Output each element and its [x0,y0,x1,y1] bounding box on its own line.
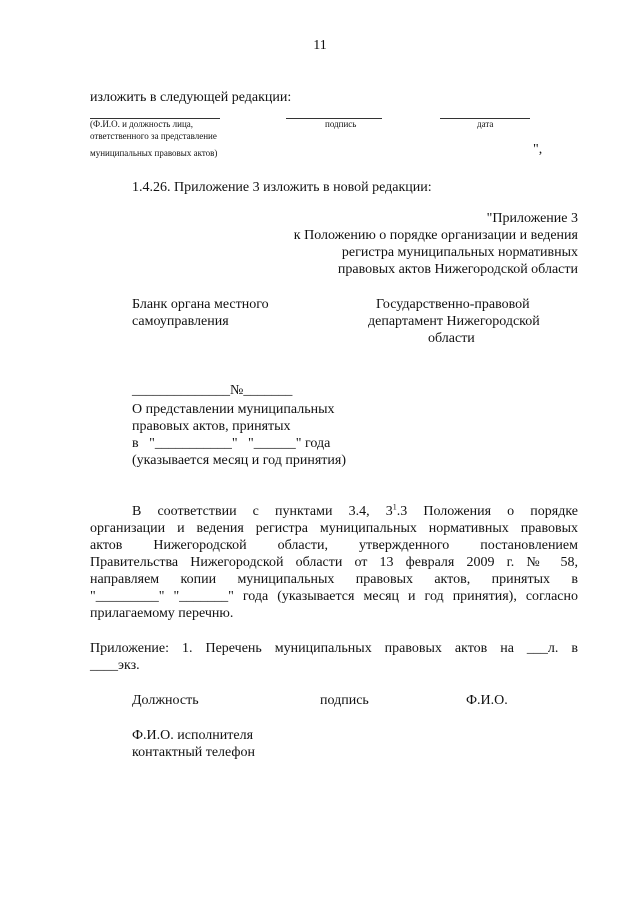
body-line-7: прилагаемому перечню. [90,606,234,621]
sig-name-label-3: муниципальных правовых актов) [90,148,218,158]
item-heading: 1.4.26. Приложение 3 изложить в новой редакции: [132,180,432,195]
doc-number-line: ______________№_______ [132,383,293,398]
body-line-4: Правительства Нижегородской области от 13 февраля 2009 г. № 58, [90,555,578,570]
attachment-line-2: ____экз. [90,658,140,673]
subject-line-1: О представлении муниципальных [132,402,335,417]
footer-position: Должность [132,693,199,708]
sig-name-label-1: (Ф.И.О. и должность лица, [90,119,194,129]
closing-quote: ", [533,142,543,157]
sender-line-2: самоуправления [132,314,229,329]
attachment-line-1: Приложение: 1. Перечень муниципальных правовых актов на ___л. в [90,641,578,656]
body-line-5: направляем копии муниципальных правовых актов, принятых в [90,572,578,587]
body-line-2: организации и ведения регистра муниципальных нормативных правовых [90,521,578,536]
footer-sign: подпись [320,693,369,708]
sig-name-label-2: ответственного за представление [90,131,217,141]
body-line-1-a: В соответствии с пунктами 3.4, 3 [132,504,393,519]
executor-line-1: Ф.И.О. исполнителя [132,728,254,743]
sig-date-label: дата [477,119,494,129]
appendix-line-3: регистра муниципальных нормативных [341,245,578,260]
recipient-line-1: Государственно-правовой [376,297,530,312]
subject-line-2: правовых актов, принятых [132,419,291,434]
body-line-1 [132,503,578,520]
page-number: 11 [313,38,327,53]
appendix-line-4: правовых актов Нижегородской области [337,262,578,277]
body-line-1-b: .3 Положения о порядке [396,504,578,519]
sender-line-1: Бланк органа местного [132,297,269,312]
recipient-line-2: департамент Нижегородской [368,314,540,329]
subject-line-4: (указывается месяц и год принятия) [132,453,346,468]
intro-line: изложить в следующей редакции: [90,90,292,105]
subject-line-3: в "___________" "______" года [132,436,331,451]
body-line-3: актов Нижегородской области, утвержденного постановлением [90,538,578,553]
footer-name: Ф.И.О. [466,693,508,708]
appendix-line-1: "Приложение 3 [486,211,578,226]
body-line-6: "_________" "_______" года (указывается месяц и год принятия), согласно [90,589,578,604]
executor-line-2: контактный телефон [132,745,255,760]
appendix-line-2: к Положению о порядке организации и ведения [293,228,578,243]
body-line-1-sup: 1 [392,502,397,512]
recipient-line-3: области [428,331,475,346]
sig-sign-label: подпись [325,119,357,129]
